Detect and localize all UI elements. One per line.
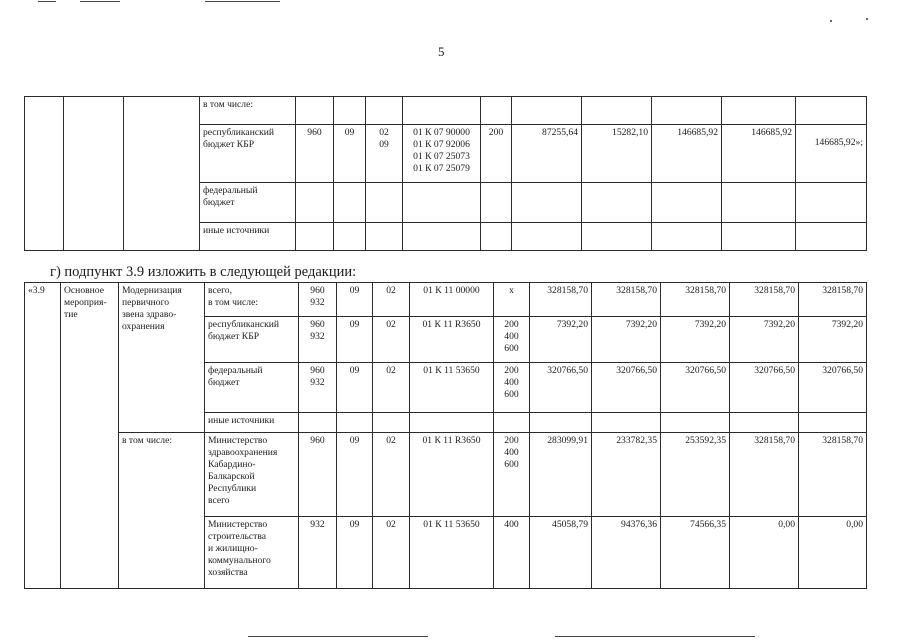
- cell-year-4: [722, 183, 796, 223]
- cell-year-1: [530, 413, 592, 433]
- cell-year-2: [582, 223, 652, 251]
- main-table: [24, 282, 867, 589]
- cell-year-3: [652, 97, 722, 125]
- cell-subsection: 02: [373, 363, 410, 413]
- cell-grbs: 960 932: [299, 317, 337, 363]
- cell-target-article: 01 К 11 53650: [410, 363, 494, 413]
- table-row: [25, 433, 867, 517]
- cell-grbs: 960: [299, 433, 337, 517]
- cell-expense-type: 200 400 600: [494, 317, 530, 363]
- cell-year-4: 146685,92: [722, 125, 796, 183]
- cell-year-4: [722, 223, 796, 251]
- cell-subsection: 02 09: [366, 125, 403, 183]
- cell-expense-type: [481, 183, 512, 223]
- cell-year-1: 283099,91: [530, 433, 592, 517]
- cell-status: Основное мероприя- тие: [61, 283, 119, 589]
- cell-year-1: [512, 183, 582, 223]
- cell-status: [64, 97, 124, 251]
- cell-funding-source: всего, в том числе:: [205, 283, 299, 317]
- cell-year-2: 94376,36: [592, 517, 661, 589]
- cell-expense-type: [481, 223, 512, 251]
- cell-funding-source: федеральный бюджет: [200, 183, 296, 223]
- cell-grbs: 932: [299, 517, 337, 589]
- cell-grbs: 960: [296, 125, 334, 183]
- cell-expense-type: [494, 413, 530, 433]
- cell-item-no: [25, 97, 64, 251]
- cell-year-2: 320766,50: [592, 363, 661, 413]
- cell-funding-source: федеральный бюджет: [205, 363, 299, 413]
- cell-year-3: 74566,35: [661, 517, 730, 589]
- cell-grbs: [299, 413, 337, 433]
- cell-including-label: в том числе:: [119, 433, 205, 589]
- cell-funding-source: в том числе:: [200, 97, 296, 125]
- cell-year-3: [652, 183, 722, 223]
- cell-expense-type: 400: [494, 517, 530, 589]
- cell-year-3: [652, 223, 722, 251]
- cell-section: 09: [337, 317, 373, 363]
- cell-year-2: 15282,10: [582, 125, 652, 183]
- cell-grbs: [296, 97, 334, 125]
- cell-funding-source: иные источники: [205, 413, 299, 433]
- cell-year-1: [512, 97, 582, 125]
- cell-grbs: 960 932: [299, 363, 337, 413]
- cell-target-article: 01 К 07 90000 01 К 07 92006 01 К 07 25073 01 К 07 25079: [403, 125, 481, 183]
- cell-year-4: 320766,50: [730, 363, 799, 413]
- cell-name: [124, 97, 200, 251]
- cell-year-5: [796, 183, 867, 223]
- cell-year-1: 328158,70: [530, 283, 592, 317]
- cell-year-4: 328158,70: [730, 433, 799, 517]
- cell-expense-type: 200 400 600: [494, 433, 530, 517]
- cell-grbs: [296, 183, 334, 223]
- cell-year-2: 328158,70: [592, 283, 661, 317]
- cell-target-article: [410, 413, 494, 433]
- top-table: [24, 96, 867, 251]
- cell-year-4: [722, 97, 796, 125]
- cell-section: 09: [337, 283, 373, 317]
- cell-target-article: 01 К 11 R3650: [410, 317, 494, 363]
- cell-section: 09: [334, 125, 366, 183]
- cell-year-1: 87255,64: [512, 125, 582, 183]
- cell-grbs: 960 932: [299, 283, 337, 317]
- scan-rule: [80, 1, 120, 2]
- cell-year-1: 45058,79: [530, 517, 592, 589]
- cell-year-4: 7392,20: [730, 317, 799, 363]
- cell-section: [334, 97, 366, 125]
- cell-item-no: «3.9: [25, 283, 61, 589]
- cell-year-5: 146685,92»;: [796, 125, 867, 183]
- cell-section: [334, 183, 366, 223]
- cell-section: [334, 223, 366, 251]
- cell-expense-type: 200: [481, 125, 512, 183]
- scan-speck: [866, 18, 868, 20]
- scan-rule: [205, 1, 280, 2]
- cell-funding-source: Министерство строительства и жилищно- коммунального хозяйства: [205, 517, 299, 589]
- cell-section: [337, 413, 373, 433]
- cell-year-5: 7392,20: [799, 317, 867, 363]
- page-number: 5: [438, 44, 445, 59]
- cell-subsection: 02: [373, 283, 410, 317]
- table-row: [25, 283, 867, 317]
- cell-subsection: [366, 97, 403, 125]
- cell-section: 09: [337, 363, 373, 413]
- cell-target-article: [403, 223, 481, 251]
- cell-year-5: 328158,70: [799, 283, 867, 317]
- scan-speck: [830, 20, 832, 22]
- cell-funding-source: республиканский бюджет КБР: [200, 125, 296, 183]
- cell-target-article: [403, 97, 481, 125]
- table-row: [25, 97, 867, 125]
- cell-year-3: 320766,50: [661, 363, 730, 413]
- cell-year-4: [730, 413, 799, 433]
- cell-year-5: [799, 413, 867, 433]
- cell-year-5: [796, 223, 867, 251]
- scan-rule: [38, 1, 56, 2]
- cell-subsection: 02: [373, 317, 410, 363]
- cell-target-article: 01 К 11 R3650: [410, 433, 494, 517]
- cell-year-5: 0,00: [799, 517, 867, 589]
- cell-subsection: 02: [373, 433, 410, 517]
- cell-name: Модернизация первичного звена здраво- охранения: [119, 283, 205, 433]
- cell-year-5: [796, 97, 867, 125]
- section-heading: г) подпункт 3.9 изложить в следующей редакции:: [50, 264, 357, 280]
- scan-rule: [248, 636, 428, 637]
- scan-rule: [555, 636, 755, 637]
- cell-subsection: [373, 413, 410, 433]
- cell-year-1: 7392,20: [530, 317, 592, 363]
- cell-section: 09: [337, 433, 373, 517]
- cell-section: 09: [337, 517, 373, 589]
- cell-year-1: [512, 223, 582, 251]
- cell-subsection: [366, 223, 403, 251]
- cell-year-4: 0,00: [730, 517, 799, 589]
- cell-year-5: 320766,50: [799, 363, 867, 413]
- cell-target-article: 01 К 11 53650: [410, 517, 494, 589]
- cell-subsection: 02: [373, 517, 410, 589]
- cell-year-3: 253592,35: [661, 433, 730, 517]
- cell-year-4: 328158,70: [730, 283, 799, 317]
- cell-funding-source: республиканский бюджет КБР: [205, 317, 299, 363]
- cell-expense-type: [481, 97, 512, 125]
- cell-year-3: [661, 413, 730, 433]
- cell-year-2: [582, 183, 652, 223]
- cell-year-2: 233782,35: [592, 433, 661, 517]
- cell-grbs: [296, 223, 334, 251]
- cell-funding-source: Министерство здравоохранения Кабардино- Балкарской Республики всего: [205, 433, 299, 517]
- cell-target-article: 01 К 11 00000: [410, 283, 494, 317]
- cell-year-3: 328158,70: [661, 283, 730, 317]
- cell-year-1: 320766,50: [530, 363, 592, 413]
- cell-subsection: [366, 183, 403, 223]
- cell-year-2: [592, 413, 661, 433]
- cell-target-article: [403, 183, 481, 223]
- cell-expense-type: х: [494, 283, 530, 317]
- cell-funding-source: иные источники: [200, 223, 296, 251]
- cell-year-5: 328158,70: [799, 433, 867, 517]
- cell-year-3: 146685,92: [652, 125, 722, 183]
- cell-year-2: [582, 97, 652, 125]
- cell-year-2: 7392,20: [592, 317, 661, 363]
- cell-expense-type: 200 400 600: [494, 363, 530, 413]
- cell-year-3: 7392,20: [661, 317, 730, 363]
